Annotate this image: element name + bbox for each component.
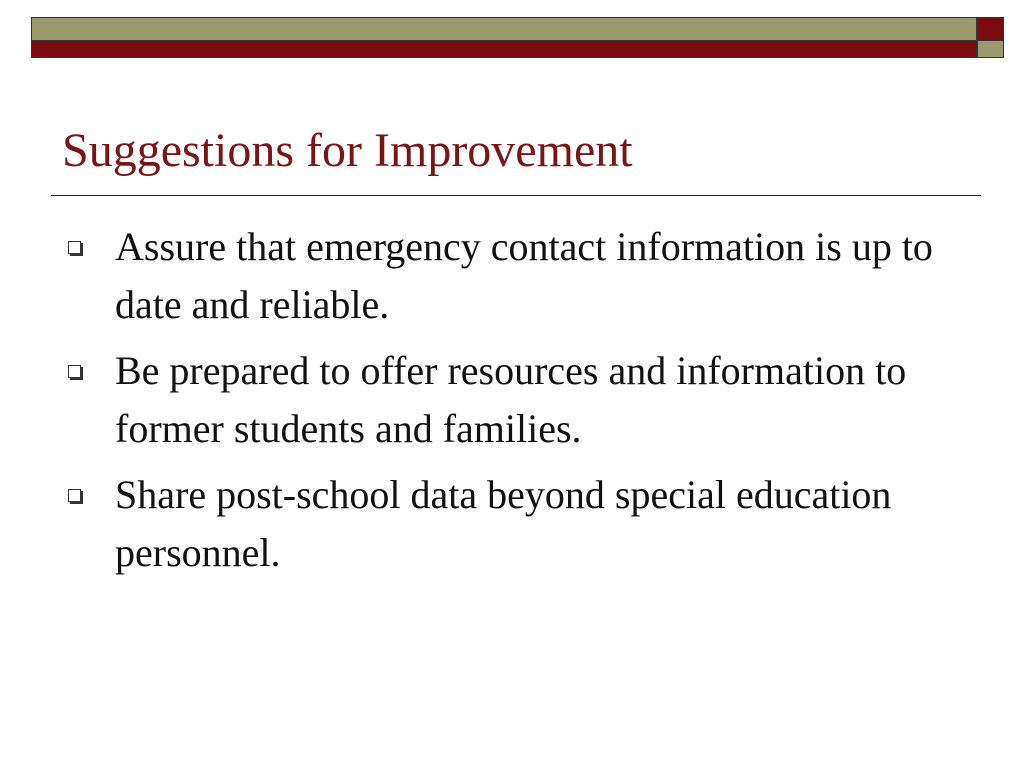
square-bullet-icon	[68, 489, 81, 502]
bullet-text: Be prepared to offer resources and information to former students and families.	[115, 348, 907, 451]
title-divider	[51, 195, 981, 196]
header-bar-maroon	[31, 41, 977, 58]
header-square-olive	[977, 41, 1004, 58]
slide-title: Suggestions for Improvement	[62, 124, 633, 177]
square-bullet-icon	[68, 241, 81, 254]
bullet-text: Share post-school data beyond special education personnel.	[115, 472, 892, 575]
bullet-list	[66, 218, 966, 590]
header-bar-olive	[31, 17, 977, 41]
bullet-item	[66, 218, 966, 334]
bullet-item	[66, 466, 966, 582]
bullet-text: Assure that emergency contact information is up to date and reliable.	[115, 224, 933, 327]
header-square-maroon	[977, 17, 1004, 41]
square-bullet-icon	[68, 365, 81, 378]
bullet-item	[66, 342, 966, 458]
